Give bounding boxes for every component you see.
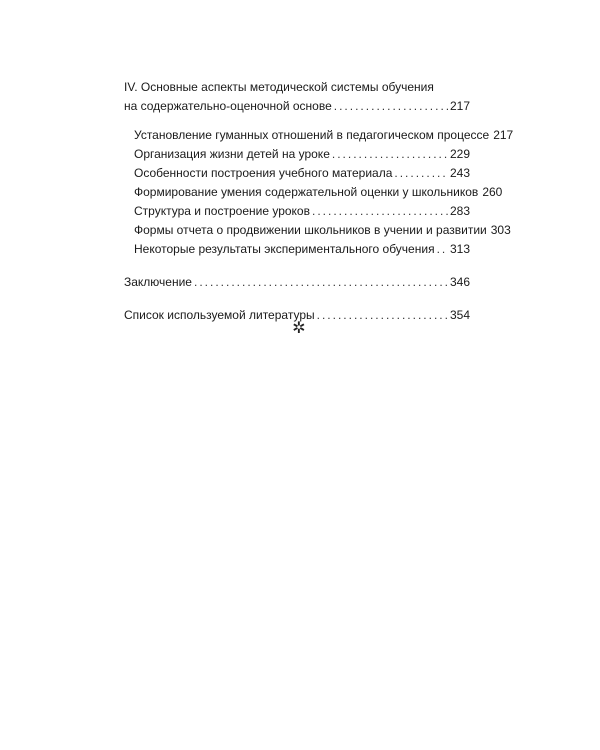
subsection-label: Формы отчета о продвижении школьников в учении и развитии xyxy=(134,223,487,237)
page-number: 243 xyxy=(449,166,470,180)
spacer xyxy=(124,259,470,273)
references-label: Список используемой литературы xyxy=(124,308,315,322)
table-of-contents xyxy=(124,78,514,325)
section-4-title-line-1: IV. Основные аспекты методической системы обучения xyxy=(124,80,434,94)
page-number: 303 xyxy=(490,223,511,237)
dot-leader xyxy=(332,145,448,164)
asterism-flower-icon: ✲ xyxy=(292,318,306,337)
conclusion-entry[interactable] xyxy=(124,273,470,292)
subsection-entry[interactable] xyxy=(134,183,503,202)
page-number: 217 xyxy=(449,99,470,113)
section-4-entry[interactable] xyxy=(124,97,470,116)
subsection-entry[interactable] xyxy=(134,126,514,145)
section-4-title-line-2: на содержательно-оценочной основе xyxy=(124,99,332,113)
spacer xyxy=(124,292,470,306)
subsection-label: Некоторые результаты экспериментального обучения xyxy=(134,242,435,256)
page-number: 229 xyxy=(449,147,470,161)
dot-leader xyxy=(194,273,448,292)
subsection-label: Установление гуманных отношений в педагогическом процессе xyxy=(134,128,490,142)
subsection-entry[interactable] xyxy=(134,221,511,240)
conclusion-label: Заключение xyxy=(124,275,192,289)
subsection-list xyxy=(124,126,514,259)
subsection-label: Особенности построения учебного материала xyxy=(134,166,393,180)
subsection-label: Организация жизни детей на уроке xyxy=(134,147,330,161)
subsection-label: Формирование умения содержательной оценки у школьников xyxy=(134,185,479,199)
spacer xyxy=(124,116,470,126)
subsection-entry[interactable] xyxy=(134,240,470,259)
page-number: 354 xyxy=(449,308,470,322)
page-number: 217 xyxy=(493,128,514,142)
page-number: 283 xyxy=(449,204,470,218)
dot-leader xyxy=(334,97,448,116)
page-number: 313 xyxy=(449,242,470,256)
page-number: 346 xyxy=(449,275,470,289)
dot-leader xyxy=(394,164,448,183)
subsection-label: Структура и построение уроков xyxy=(134,204,310,218)
subsection-entry[interactable] xyxy=(134,202,470,221)
page-number: 260 xyxy=(482,185,503,199)
dot-leader xyxy=(312,202,448,221)
dot-leader xyxy=(437,240,448,259)
subsection-entry[interactable] xyxy=(134,164,470,183)
subsection-entry[interactable] xyxy=(134,145,470,164)
dot-leader xyxy=(317,306,448,325)
